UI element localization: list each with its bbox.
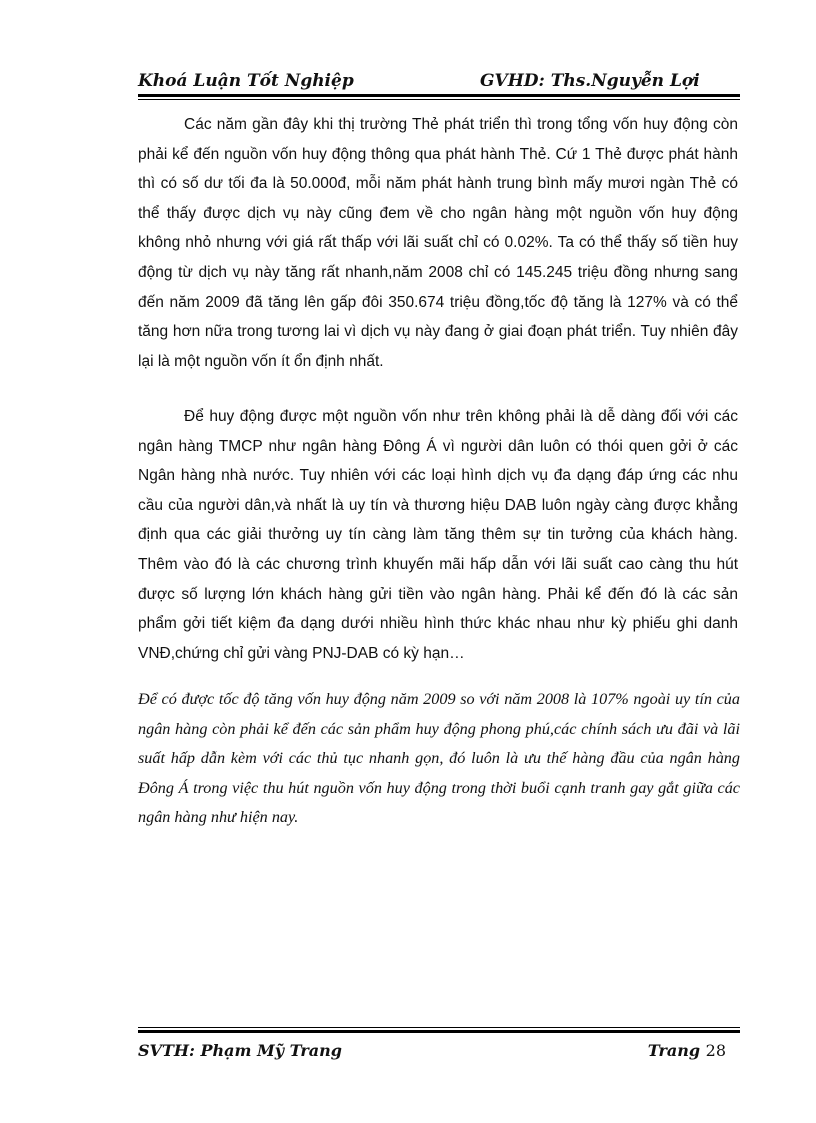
footer-rule-thick bbox=[138, 1030, 740, 1033]
body-paragraph-2 bbox=[138, 402, 738, 668]
page-header bbox=[138, 70, 740, 94]
footer-student: SVTH: Phạm Mỹ Trang bbox=[138, 1041, 342, 1060]
paragraph-text: Để huy động được một nguồn vốn như trên không phải là dễ dàng đối với các ngân hàng TMCP như ngân hàng Đông Á vì người dân luôn có thói quen gởi ở các Ngân hàng nhà nước. Tuy nhiên với các loại hình dịch vụ đa dạng đáp ứng các nhu cầu của người dân,và nhất là uy tín và thương hiệu DAB luôn ngày càng được khẳng định qua các giải thưởng uy tín càng làm tăng thêm sự tin tưởng của khách hàng. Thêm vào đó là các chương trình khuyến mãi hấp dẫn với lãi suất cao càng thu hút được số lượng lớn khách hàng gửi tiền vào ngân hàng. Phải kể đến đó là các sản phẩm gởi tiết kiệm đa dạng dưới nhiều hình thức khác nhau như kỳ phiếu ghi danh VNĐ,chứng chỉ gửi vàng PNJ-DAB có kỳ hạn… bbox=[138, 408, 738, 662]
page-footer bbox=[138, 1040, 740, 1066]
body-paragraph-1 bbox=[138, 110, 738, 376]
footer-page-label: Trang bbox=[647, 1041, 701, 1060]
body-paragraph-3-italic bbox=[138, 685, 740, 833]
footer-page-number: 28 bbox=[705, 1041, 726, 1060]
paragraph-text: Để có được tốc độ tăng vốn huy động năm 2009 so với năm 2008 là 107% ngoài uy tín của ngân hàng còn phải kể đến các sản phẩm huy động phong phú,các chính sách ưu đãi và lãi suất hấp dẫn kèm với các thủ tục nhanh gọn, đó luôn là ưu thế hàng đầu của ngân hàng Đông Á trong việc thu hút nguồn vốn huy động trong thời buổi cạnh tranh gay gắt giữa các ngân hàng như hiện nay. bbox=[138, 690, 740, 827]
footer-rule-thin bbox=[138, 1027, 740, 1028]
header-advisor: GVHD: Ths.Nguyễn Lợi bbox=[480, 71, 700, 91]
paragraph-text: Các năm gần đây khi thị trường Thẻ phát triển thì trong tổng vốn huy động còn phải kể đến nguồn vốn huy động thông qua phát hành Thẻ. Cứ 1 Thẻ được phát hành thì có số dư tối đa là 50.000đ, mỗi năm phát hành trung bình mấy mươi ngàn Thẻ có thể thấy được dịch vụ này cũng đem về cho ngân hàng một nguồn vốn huy động không nhỏ nhưng với giá rất thấp với lãi suất chỉ có 0.02%. Ta có thể thấy số tiền huy động từ dịch vụ này tăng rất nhanh,năm 2008 chỉ có 145.245 triệu đồng nhưng sang đến năm 2009 đã tăng lên gấp đôi 350.674 triệu đồng,tốc độ tăng là 127% và có thể tăng hơn nữa trong tương lai vì dịch vụ này đang ở giai đoạn phát triển. Tuy nhiên đây lại là một nguồn vốn ít ổn định nhất. bbox=[138, 116, 738, 370]
footer-page bbox=[648, 1040, 726, 1062]
header-rule-thick bbox=[138, 94, 740, 97]
header-rule-thin bbox=[138, 99, 740, 100]
header-thesis-title: Khoá Luận Tốt Nghiệp bbox=[138, 71, 354, 91]
